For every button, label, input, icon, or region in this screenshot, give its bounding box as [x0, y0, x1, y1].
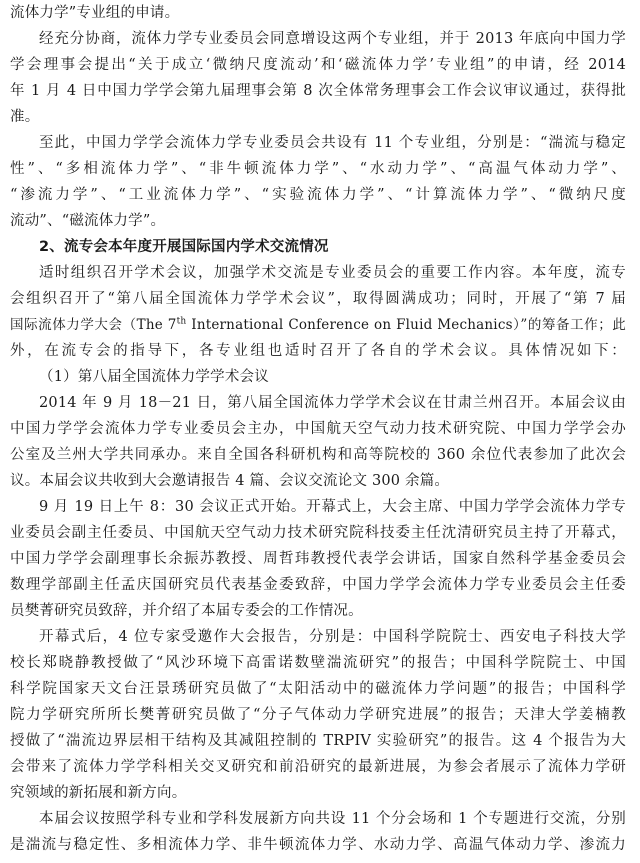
text-line: 外，在流专会的指导下，各专业组也适时召开了各自的学术会议。具体情况如下： — [10, 343, 626, 359]
text-line: 中国力学学会副理事长余振苏教授、周哲玮教授代表学会讲话，国家自然科学基金委员会 — [10, 551, 626, 567]
text-fragment: International Conference on Fluid Mechanics）”的筹备工作；此 — [186, 317, 626, 333]
text-line: 公室及兰州大学共同承办。来自全国各科研机构和高等院校的 360 余位代表参加了此次会 — [10, 447, 626, 463]
text-line: “渗流力学”、“工业流体力学”、“实验流体力学”、“计算流体力学”、“微纳尺度 — [10, 187, 626, 203]
text-line: 流体力学”专业组的申请。 — [10, 5, 180, 21]
text-line: 2014 年 9 月 18－21 日，第八届全国流体力学学术会议在甘肃兰州召开。本届会议由 — [39, 395, 626, 411]
text-line: 议。本届会议共收到大会邀请报告 4 篇、会议交流论文 300 余篇。 — [10, 473, 450, 489]
text-line: 年 1 月 4 日中国力学学会第九届理事会第 8 次全体常务理事会工作会议审议通过，获得批 — [10, 83, 626, 99]
text-line: 数理学部副主任孟庆国研究员代表基金委致辞，中国力学学会流体力学专业委员会主任委 — [10, 577, 626, 593]
superscript: th — [176, 316, 187, 327]
text-line: 授做了“湍流边界层相干结构及其减阻控制的 TRPIV 实验研究”的报告。这 4 个报告为大 — [10, 733, 626, 749]
text-line: 学会理事会提出“关于成立‘微纳尺度流动’和‘磁流体力学’专业组”的申请，经 2014 — [10, 57, 626, 73]
text-line: 流动”、“磁流体力学”。 — [10, 213, 166, 229]
text-line: 经充分协商，流体力学专业委员会同意增设这两个专业组，并于 2013 年底向中国力学 — [39, 31, 626, 47]
text-line: 本届会议按照学科专业和学科发展新方向共设 11 个分会场和 1 个专题进行交流，分别 — [39, 811, 626, 827]
text-line: 准。 — [10, 109, 40, 125]
text-line — [10, 312, 626, 338]
section-heading: 2、流专会本年度开展国际国内学术交流情况 — [39, 239, 329, 255]
text-line: 9 月 19 日上午 8：30 会议正式开始。开幕式上，大会主席、中国力学学会流体力学专 — [39, 499, 626, 515]
text-line: 业委员会副主任委员、中国航天空气动力技术研究院科技委主任沈清研究员主持了开幕式， — [10, 525, 626, 541]
text-line: 适时组织召开学术会议，加强学术交流是专业委员会的重要工作内容。本年度，流专 — [39, 265, 626, 281]
text-line: 性”、“多相流体力学”、“非牛顿流体力学”、“水动力学”、“高温气体动力学”、 — [10, 161, 626, 177]
text-line: 至此，中国力学学会流体力学专业委员会共设有 11 个专业组，分别是：“湍流与稳定 — [39, 135, 626, 151]
text-line: 究领域的新拓展和新方向。 — [10, 785, 187, 801]
text-fragment: 国际流体力学大会（The 7 — [10, 317, 177, 333]
text-line: 科学院国家天文台汪景琇研究员做了“太阳活动中的磁流体力学问题”的报告；中国科学 — [10, 681, 626, 697]
text-line: 开幕式后，4 位专家受邀作大会报告，分别是：中国科学院院士、西安电子科技大学 — [39, 629, 626, 645]
text-line: 会组织召开了“第八届全国流体力学学术会议”，取得圆满成功；同时，开展了“第 7 届 — [10, 291, 626, 307]
text-line: 中国力学学会流体力学专业委员会主办，中国航天空气动力技术研究院、中国力学学会办 — [10, 421, 626, 437]
text-line: 是湍流与稳定性、多相流体力学、非牛顿流体力学、水动力学、高温气体动力学、渗流力 — [10, 837, 626, 853]
subsection-heading: （1）第八届全国流体力学学术会议 — [39, 369, 269, 385]
text-line: 员樊菁研究员致辞，并介绍了本届专委会的工作情况。 — [10, 603, 363, 619]
text-line: 校长郑晓静教授做了“风沙环境下高雷诺数壁湍流研究”的报告；中国科学院院士、中国 — [10, 655, 626, 671]
text-line: 会带来了流体力学学科相关交叉研究和前沿研究的最新进展，为参会者展示了流体力学研 — [10, 759, 626, 775]
text-line: 院力学研究所所长樊菁研究员做了“分子气体动力学研究进展”的报告；天津大学姜楠教 — [10, 707, 626, 723]
